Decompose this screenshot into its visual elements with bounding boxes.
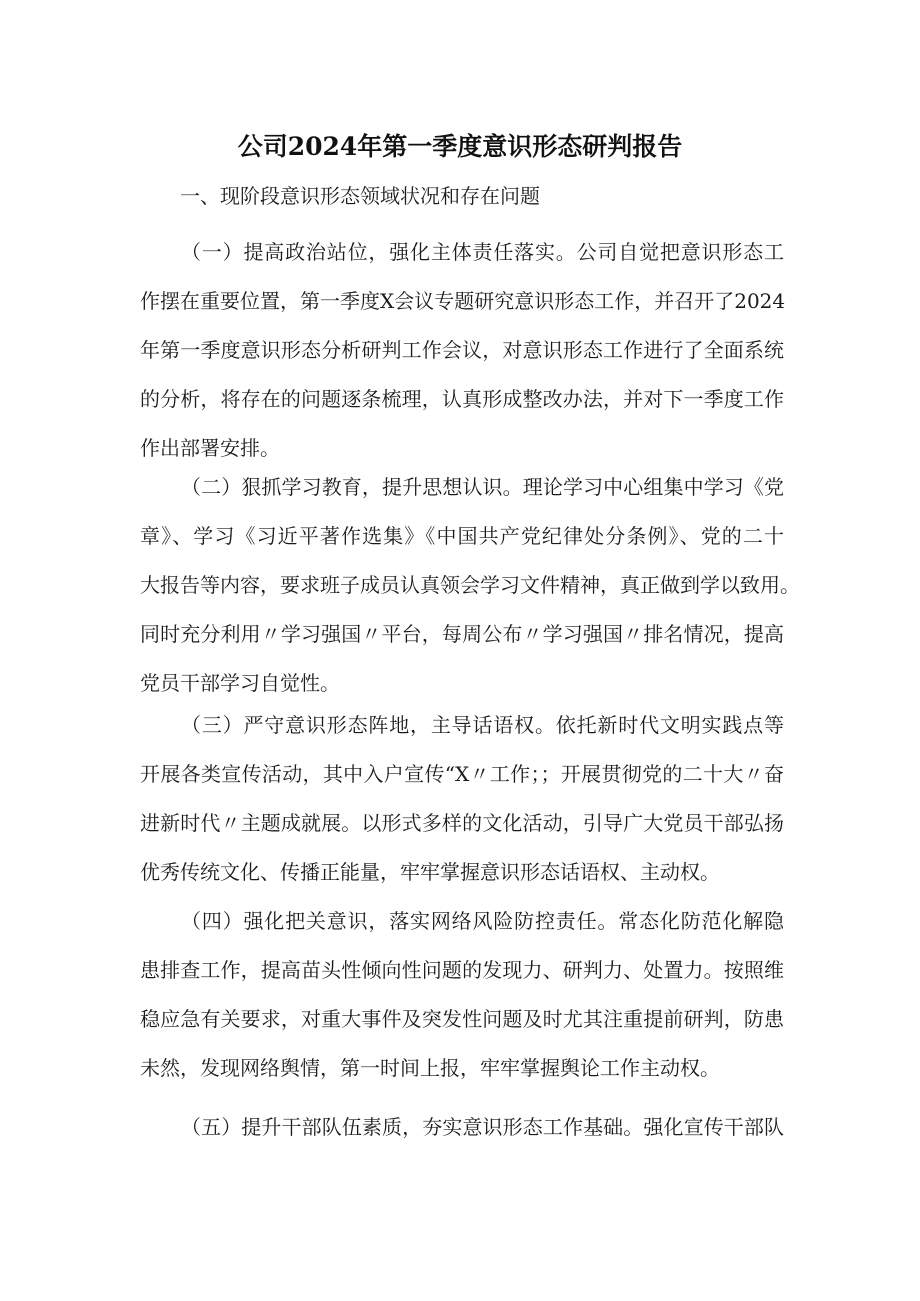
paragraph-4 <box>140 897 784 1093</box>
paragraph-3 <box>140 701 784 897</box>
paragraph-line: 开展各类宣传活动，其中入户宣传“X〃工作；；开展贯彻党的二十大〃奋 <box>140 762 784 786</box>
paragraph-line: 的分析，将存在的问题逐条梳理，认真形成整改办法，并对下一季度工作 <box>140 387 784 411</box>
paragraph-line: 作摆在重要位置，第一季度X会议专题研究意识形态工作，并召开了2024 <box>140 289 786 313</box>
paragraph-2 <box>140 463 800 708</box>
paragraph-line: 优秀传统文化、传播正能量，牢牢掌握意识形态话语权、主动权。 <box>140 860 720 884</box>
paragraph-line: 稳应急有关要求，对重大事件及突发性问题及时尤其注重提前研判，防患 <box>140 1007 784 1031</box>
paragraph-line: （四）强化把关意识，落实网络风险防控责任。常态化防范化解隐 <box>181 909 784 933</box>
paragraph-5 <box>140 1103 784 1152</box>
paragraph-line: 未然，发现网络舆情，第一时间上报，牢牢掌握舆论工作主动权。 <box>140 1056 720 1080</box>
paragraph-line: （一）提高政治站位，强化主体责任落实。公司自觉把意识形态工 <box>181 240 784 264</box>
paragraph-line: 作出部署安排。 <box>140 436 280 460</box>
paragraph-line: 同时充分利用〃学习强国〃平台，每周公布〃学习强国〃排名情况，提高 <box>140 622 784 646</box>
paragraph-1 <box>140 228 784 473</box>
paragraph-line: 章》、学习《习近平著作选集》《中国共产党纪律处分条例》、党的二十 <box>140 524 784 548</box>
paragraph-line: 年第一季度意识形态分析研判工作会议，对意识形态工作进行了全面系统 <box>140 338 784 362</box>
paragraph-line: （五）提升干部队伍素质，夯实意识形态工作基础。强化宣传干部队 <box>181 1115 784 1139</box>
section-heading-1: 一、现阶段意识形态领域状况和存在问题 <box>180 184 540 208</box>
paragraph-line: 大报告等内容，要求班子成员认真领会学习文件精神，真正做到学以致用。 <box>140 573 800 597</box>
paragraph-line: （三）严守意识形态阵地，主导话语权。依托新时代文明实践点等 <box>181 713 784 737</box>
paragraph-line: 患排查工作，提高苗头性倾向性问题的发现力、研判力、处置力。按照维 <box>140 958 784 982</box>
paragraph-line: 党员干部学习自觉性。 <box>140 671 340 695</box>
document-title: 公司2024年第一季度意识形态研判报告 <box>237 132 683 161</box>
paragraph-line: （二）狠抓学习教育，提升思想认识。理论学习中心组集中学习《党 <box>181 475 784 499</box>
paragraph-line: 进新时代〃主题成就展。以形式多样的文化活动，引导广大党员干部弘扬 <box>140 811 784 835</box>
